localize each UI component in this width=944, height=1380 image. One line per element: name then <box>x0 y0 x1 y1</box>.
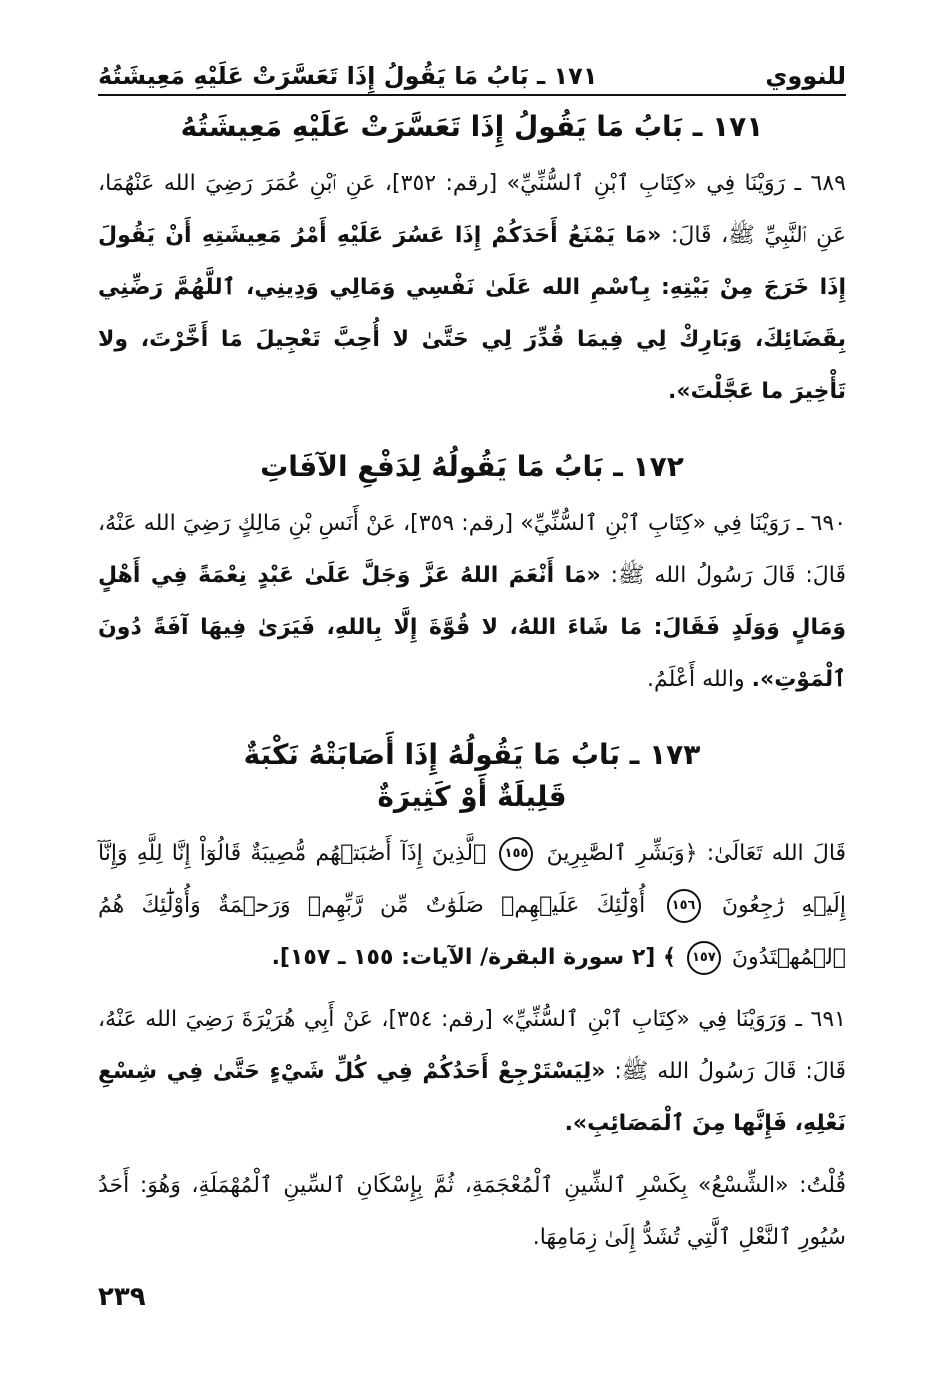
running-header <box>98 50 846 96</box>
hadith-689-text: «مَا يَمْنَعُ أَحَدَكُمْ إِذَا عَسُرَ عَلَيْهِ أَمْرُ مَعِيشَتِهِ أَنْ يَقُولَ إِذَا خَرَجَ مِنْ بَيْتِهِ: بِٱسْمِ الله عَلَىٰ نَفْسِي وَمَالِي وَدِينِي، ٱللَّهُمَّ رَضِّنِي بِقَضَائِكَ، وَبَارِكْ لِي فِيمَا قُدِّرَ لِي حَتَّىٰ لا أُحِبَّ تَعْجِيلَ مَا أَخَّرْتَ، ولا تَأْخِيرَ ما عَجَّلْتَ». <box>98 223 846 404</box>
chapter-173-title-line2: قَلِيلَةٌ أَوْ كَثِيرَةٌ <box>377 780 567 813</box>
verse-157: أُوْلَٰٓئِكَ عَلَيۡهِمۡ صَلَوَٰتٌ مِّن رَّبِّهِمۡ وَرَحۡمَةٌ وَأُوْلَٰٓئِكَ هُمُ ٱلۡمُهۡتَدُونَ <box>98 893 846 970</box>
header-book-name: للنووي <box>765 62 846 90</box>
hadith-691 <box>98 994 846 1150</box>
hadith-690-intro: ٦٩٠ ـ رَوَيْنَا فِي «كِتَابِ ٱبْنِ ٱلسُّنِّيِّ» [رقم: ٣٥٩]، عَنْ أَنَسِ بْنِ مَالِكٍ رَضِيَ الله عَنْهُ، قَالَ: قَالَ رَسُولُ الله ﷺ: <box>98 511 847 588</box>
verse-156: ٱلَّذِينَ إِذَآ أَصَٰبَتۡهُم مُّصِيبَةٌ قَالُوٓاْ إِنَّا لِلَّهِ وَإِنَّآ إِلَيۡهِ رَٰجِعُونَ <box>98 841 846 918</box>
hadith-690 <box>98 498 846 706</box>
verse-155: ﴿وَبَشِّرِ ٱلصَّٰبِرِينَ <box>546 841 698 866</box>
chapter-173-title-line1: ١٧٣ ـ بَابُ مَا يَقُولُهُ إِذَا أَصَابَتْهُ نَكْبَةٌ <box>243 738 701 771</box>
quran-intro: قَالَ الله تَعَالَىٰ: <box>706 841 847 866</box>
hadith-690-text: «مَا أَنْعَمَ اللهُ عَزَّ وَجَلَّ عَلَىٰ عَبْدٍ نِعْمَةً فِي أَهْلٍ وَمَالٍ وَوَلَدٍ فَقَالَ: مَا شَاءَ اللهُ، لا قُوَّةَ إِلَّا بِاللهِ، فَيَرَىٰ فِيهَا آفَةً دُونَ ٱلْمَوْتِ». <box>98 563 846 692</box>
quran-citation: ﴾ [٢ سورة البقرة/ الآيات: ١٥٥ ـ ١٥٧]. <box>271 945 676 970</box>
hadith-691-intro: ٦٩١ ـ وَرَوَيْنَا فِي «كِتَابِ ٱبْنِ ٱلسُّنِّيِّ» [رقم: ٣٥٤]، عَنْ أَبِي هُرَيْرَةَ رَضِيَ الله عَنْهُ، قَالَ: قَالَ رَسُولُ الله ﷺ: <box>98 1007 846 1084</box>
ayah-number-157-icon: ١٥٧ <box>687 941 721 975</box>
page-number: ٢٣٩ <box>98 1282 146 1312</box>
header-chapter-title: ١٧١ ـ بَابُ مَا يَقُولُ إِذَا تَعَسَّرَتْ عَلَيْهِ مَعِيشَتُهُ <box>98 62 598 90</box>
chapter-172-title: ١٧٢ ـ بَابُ مَا يَقُولُهُ لِدَفْعِ الآفَاتِ <box>260 450 684 483</box>
hadith-689 <box>98 158 846 418</box>
author-note: قُلْتُ: «الشِّسْعُ» بِكَسْرِ ٱلشِّينِ ٱلْمُعْجَمَةِ، ثُمَّ بِإِسْكَانِ ٱلسِّينِ ٱلْمُهْمَلَةِ، وَهُوَ: أَحَدُ سُيُورِ ٱلنَّعْلِ ٱلَّتِي تُشَدُّ إِلَىٰ زِمَامِهَا. <box>98 1173 846 1250</box>
hadith-691-text: «لِيَسْتَرْجِعْ أَحَدُكُمْ فِي كُلِّ شَيْءٍ حَتَّىٰ فِي شِسْعِ نَعْلِهِ، فَإِنَّها مِنَ ٱلْمَصَائِبِ». <box>98 1059 846 1136</box>
ayah-number-156-icon: ١٥٦ <box>667 889 701 923</box>
quran-passage <box>98 828 846 984</box>
chapter-171-title: ١٧١ ـ بَابُ مَا يَقُولُ إِذَا تَعَسَّرَتْ عَلَيْهِ مَعِيشَتُهُ <box>180 110 764 143</box>
ayah-number-155-icon: ١٥٥ <box>499 837 533 871</box>
hadith-690-closing: والله أَعْلَمُ. <box>646 667 745 692</box>
hadith-689-intro: ٦٨٩ ـ رَوَيْنَا فِي «كِتَابِ ٱبْنِ ٱلسُّنِّيِّ» [رقم: ٣٥٢]، عَنِ ٱبْنِ عُمَرَ رَضِيَ الله عَنْهُمَا، عَنِ ٱلنَّبِيِّ ﷺ، قَالَ: <box>98 171 846 248</box>
page-content <box>98 106 846 1264</box>
